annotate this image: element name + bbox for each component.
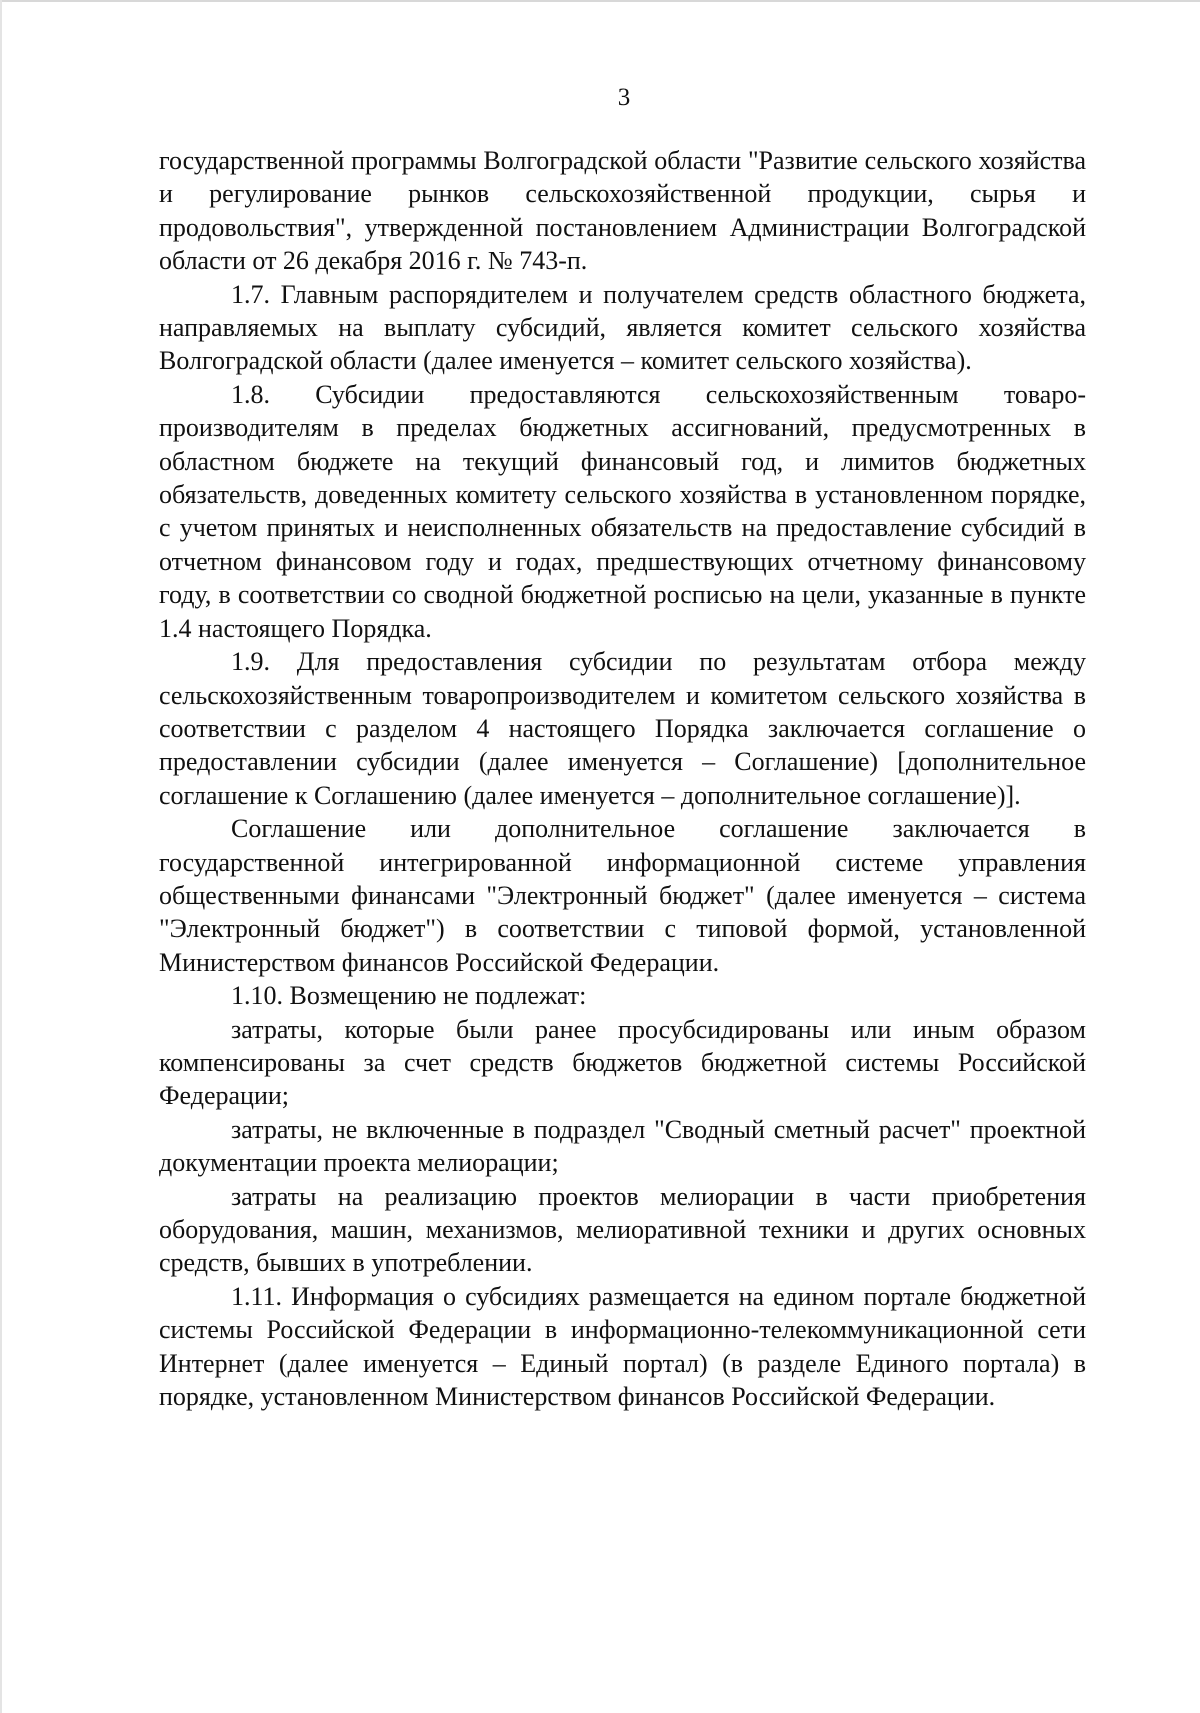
list-item-compensated-costs: затраты, которые были ранее просубсидированы или иным образом компенсированы за счет средств бюджетов бюджетной системы Российской Федерации; <box>159 1014 1086 1111</box>
scan-edge-top <box>0 0 1200 2</box>
scan-edge-left <box>0 0 2 1713</box>
paragraph-1-8: 1.8. Субсидии предоставляются сельскохозяйственным товаро-производителям в пределах бюджетных ассигнований, предусмотренных в областном бюджете на текущий финансовый год, и лимитов бюджетных обязательств, доведенных комитету сельского хозяйства в установленном порядке, с учетом принятых и неисполненных обязательств на предоставление субсидий в отчетном финансовом году и годах, предшествующих отчетному финансовому году, в соответствии со сводной бюджетной росписью на цели, указанные в пункте 1.4 настоящего Порядка. <box>159 379 1086 643</box>
document-body <box>159 144 1086 1413</box>
paragraph-agreement: Соглашение или дополнительное соглашение заключается в государственной интегрированной информационной системе управления общественными финансами "Электронный бюджет" (далее именуется – система "Электронный бюджет") в соответствии с типовой формой, установленной Министерством финансов Российской Федерации. <box>159 814 1086 977</box>
paragraph-1-10: 1.10. Возмещению не подлежат: <box>231 981 587 1011</box>
list-item-used-equipment-costs: затраты на реализацию проектов мелиорации в части приобретения оборудования, машин, механизмов, мелиоративной техники и других основных средств, бывших в употреблении. <box>159 1181 1086 1278</box>
page-number: 3 <box>617 84 631 111</box>
paragraph-1-7: 1.7. Главным распорядителем и получателем средств областного бюджета, направляемых на выплату субсидий, является комитет сельского хозяйства Волгоградской области (далее именуется – комитет сельского хозяйства). <box>159 279 1086 376</box>
paragraph-1-11: 1.11. Информация о субсидиях размещается на едином портале бюджетной системы Российской Федерации в информационно-телекоммуникационной сети Интернет (далее именуется – Единый портал) (в разделе Единого портала) в порядке, установленном Министерством финансов Российской Федерации. <box>159 1281 1086 1412</box>
list-item-excluded-costs: затраты, не включенные в подраздел "Сводный сметный расчет" проектной документации проекта мелиорации; <box>159 1114 1086 1178</box>
paragraph-program-reference: государственной программы Волгоградской области "Развитие сельского хозяйства и регулирование рынков сельскохозяйственной продукции, сырья и продовольствия", утвержденной постановлением Администрации Волгоградской области от 26 декабря 2016 г. № 743-п. <box>159 146 1086 276</box>
paragraph-1-9: 1.9. Для предоставления субсидии по результатам отбора между сельскохозяйственным товаропроизводителем и комитетом сельского хозяйства в соответствии с разделом 4 настоящего Порядка заключается соглашение о предоставлении субсидии (далее именуется – Соглашение) [дополнительное соглашение к Соглашению (далее именуется – дополнительное соглашение)]. <box>159 647 1086 810</box>
